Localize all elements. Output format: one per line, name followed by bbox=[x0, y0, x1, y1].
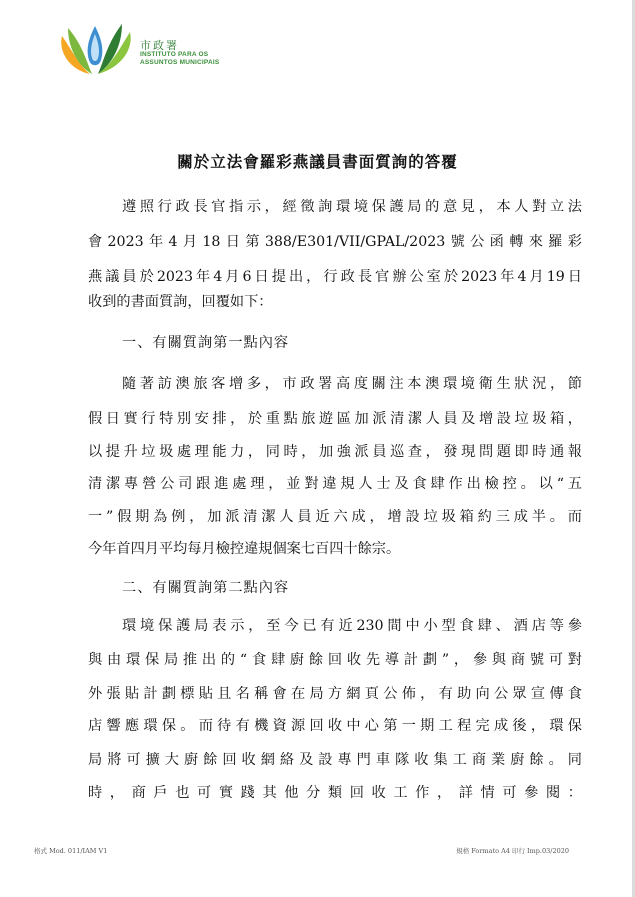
paragraph-line: 外張貼計劃標貼且名稱會在局方網頁公佈，有助向公眾宣傳食 bbox=[88, 686, 582, 702]
paragraph-line: 燕議員於2023年4月6日提出，行政長官辦公室於2023年4月19日 bbox=[88, 269, 582, 285]
org-name-en-line1: INSTITUTO PARA OS bbox=[140, 51, 209, 58]
paragraph-line: 今年首四月平均每月檢控違規個案七百四十餘宗。 bbox=[88, 541, 401, 557]
footer-format-code: 規格 Formato A4 印行 Imp.03/2020 bbox=[456, 847, 569, 855]
iam-leaf-logo-icon bbox=[56, 18, 136, 78]
paragraph-line: 假日實行特別安排，於重點旅遊區加派清潔人員及增設垃圾箱， bbox=[88, 411, 582, 427]
paragraph-line: 會2023年4月18日第388/E301/VII/GPAL/2023號公函轉來羅彩 bbox=[88, 234, 582, 250]
org-name-zh: 市政署 bbox=[140, 39, 179, 52]
paragraph-line: 時，商戶也可實踐其他分類回收工作，詳情可參閱： bbox=[88, 785, 582, 801]
section-1-heading: 一、有關質詢第一點內容 bbox=[122, 335, 290, 351]
paragraph-line: 店響應環保。而待有機資源回收中心第一期工程完成後，環保 bbox=[88, 718, 582, 734]
paragraph-line: 收到的書面質詢，回覆如下： bbox=[88, 294, 273, 310]
header-logo bbox=[56, 18, 220, 78]
org-name-en-line2: ASSUNTOS MUNICIPAIS bbox=[140, 59, 220, 66]
footer-form-code: 格式 Mod. 011/IAM V1 bbox=[34, 847, 108, 855]
paragraph-line: 環境保護局表示，至今已有近230間中小型食肆、酒店等參 bbox=[122, 618, 582, 634]
paragraph-line: 以提升垃圾處理能力，同時，加強派員巡查，發現問題即時通報 bbox=[88, 444, 582, 460]
paragraph-line: 隨著訪澳旅客增多，市政署高度關注本澳環境衛生狀況，節 bbox=[122, 376, 582, 392]
section-2-heading: 二、有關質詢第二點內容 bbox=[122, 580, 290, 596]
paragraph-line: 清潔專營公司跟進處理，並對違規人士及食肆作出檢控。以“五 bbox=[88, 476, 582, 492]
paragraph-line: 局將可擴大廚餘回收網絡及設專門車隊收集工商業廚餘。同 bbox=[88, 752, 582, 768]
paragraph-line: 遵照行政長官指示，經徵詢環境保護局的意見，本人對立法 bbox=[122, 199, 582, 215]
paragraph-line: 一”假期為例，加派清潔人員近六成，增設垃圾箱約三成半。而 bbox=[88, 509, 582, 525]
document-title: 關於立法會羅彩燕議員書面質詢的答覆 bbox=[177, 153, 458, 171]
paragraph-line: 與由環保局推出的“食肆廚餘回收先導計劃”，參與商號可對 bbox=[88, 652, 582, 668]
